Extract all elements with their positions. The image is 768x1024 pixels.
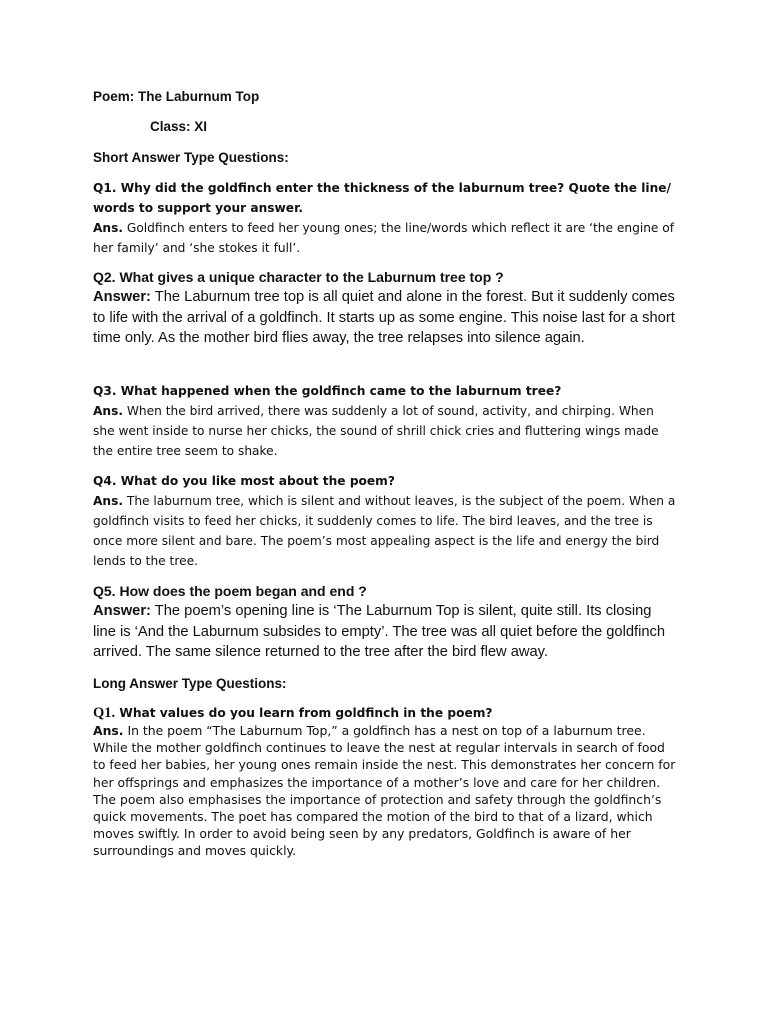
short-qa-5 (93, 581, 678, 663)
short-answer-heading: Short Answer Type Questions: (93, 150, 289, 165)
question-text: Q5. How does the poem began and end ? (93, 583, 367, 599)
question-text: Q4. What do you like most about the poem? (93, 474, 395, 488)
answer-text (93, 218, 678, 258)
short-qa-3 (93, 381, 678, 461)
class-line: Class: XI (150, 119, 208, 134)
long-qa-1 (93, 704, 678, 860)
question-number: Q1. (93, 705, 116, 721)
answer-text (93, 401, 678, 461)
answer-paragraph-1 (93, 722, 678, 791)
short-qa-4 (93, 471, 678, 571)
answer-label: Ans. (93, 404, 123, 418)
long-answer-heading: Long Answer Type Questions: (93, 676, 287, 691)
answer-paragraph-2: The poem also emphasises the importance of protection and safety through the goldfinch’s quick movements. The poet has compared the motion of the bird to that of a lizard, which moves swiftly. In order to avoid being seen by any predators, Goldfinch is aware of her surroundings and moves quickly. (93, 791, 662, 859)
short-qa-2 (93, 267, 678, 349)
question-text: Q1. Why did the goldfinch enter the thickness of the laburnum tree? Quote the line/ words to support your answer. (93, 181, 671, 215)
answer-label: Ans. (93, 494, 123, 508)
poem-title: Poem: The Laburnum Top (93, 89, 260, 104)
answer-label: Answer: (93, 603, 151, 619)
answer-text (93, 491, 678, 571)
answer-text (93, 287, 678, 349)
answer-body: Goldfinch enters to feed her young ones; the line/words which reflect it are ‘the engine of her family’ and ‘she stokes it full’. (93, 221, 675, 255)
answer-body: In the poem “The Laburnum Top,” a goldfinch has a nest on top of a laburnum tree. While the mother goldfinch continues to leave the nest at regular intervals in search of food to feed her babies, her young ones remain inside the nest. This demonstrates her concern for her offsprings and emphasizes the importance of a mother’s love and care for her children. (93, 723, 676, 790)
answer-label: Ans. (93, 221, 123, 235)
question-body: What values do you learn from goldfinch in the poem? (115, 706, 493, 720)
question-text (93, 704, 678, 722)
answer-body: When the bird arrived, there was suddenly a lot of sound, activity, and chirping. When she went inside to nurse her chicks, the sound of shrill chick cries and fluttering wings made the entire tree seem to shake. (93, 404, 659, 458)
answer-label: Answer: (93, 289, 151, 305)
answer-label: Ans. (93, 723, 124, 738)
answer-body: The poem’s opening line is ‘The Laburnum Top is silent, quite still. Its closing line is ‘And the Laburnum subsides to empty’. The tree was all quiet before the goldfinch arrived. The same silence returned to the tree after the bird flew away. (93, 603, 666, 660)
answer-body: The laburnum tree, which is silent and without leaves, is the subject of the poem. When a goldfinch visits to feed her chicks, it suddenly comes to life. The bird leaves, and the tree is once more silent and bare. The poem’s most appealing aspect is the life and energy the bird lends to the tree. (93, 494, 676, 568)
answer-body: The Laburnum tree top is all quiet and alone in the forest. But it suddenly comes to life with the arrival of a goldfinch. It starts up as some engine. This noise last for a short time only. As the mother bird flies away, the tree relapses into silence again. (93, 289, 675, 346)
short-qa-1 (93, 178, 678, 258)
question-text: Q3. What happened when the goldfinch came to the laburnum tree? (93, 384, 562, 398)
answer-text (93, 601, 678, 663)
question-text: Q2. What gives a unique character to the Laburnum tree top ? (93, 269, 504, 285)
